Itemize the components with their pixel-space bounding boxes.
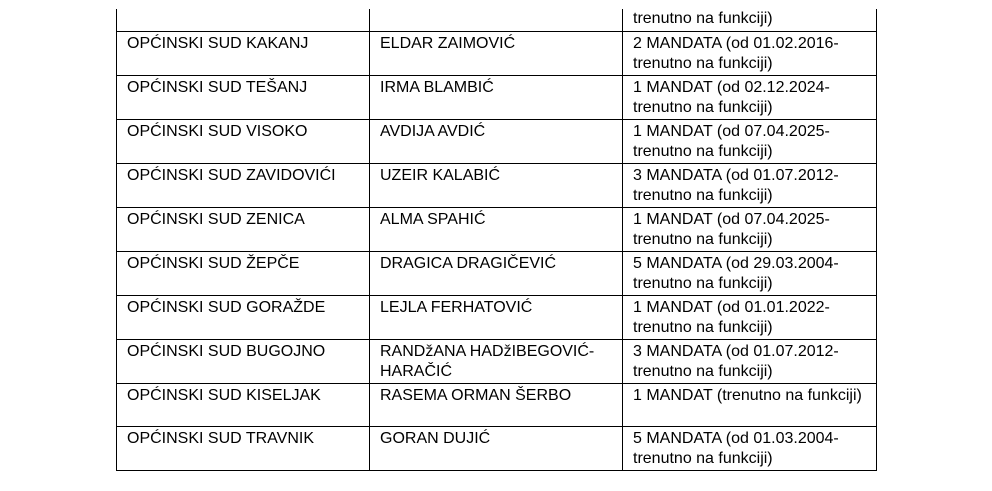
- court-cell: [117, 9, 370, 31]
- judge-cell: [370, 9, 623, 31]
- judge-cell: LEJLA FERHATOVIĆ: [370, 295, 623, 339]
- table-row: [117, 163, 877, 207]
- mandate-cell: 1 MANDAT (od 02.12.2024-trenutno na funkciji): [623, 75, 877, 119]
- mandate-cell: 1 MANDAT (od 07.04.2025-trenutno na funkciji): [623, 207, 877, 251]
- table-row: [117, 383, 877, 426]
- mandate-cell: 5 MANDATA (od 29.03.2004-trenutno na funkciji): [623, 251, 877, 295]
- table-row: [117, 251, 877, 295]
- table-row: [117, 426, 877, 470]
- judge-cell: ELDAR ZAIMOVIĆ: [370, 31, 623, 75]
- table-row-partial: [117, 9, 877, 31]
- table-row: [117, 207, 877, 251]
- court-cell: OPĆINSKI SUD VISOKO: [117, 119, 370, 163]
- table-row: [117, 295, 877, 339]
- mandate-cell: 3 MANDATA (od 01.07.2012-trenutno na funkciji): [623, 339, 877, 383]
- table-row: [117, 339, 877, 383]
- court-cell: OPĆINSKI SUD ŽEPČE: [117, 251, 370, 295]
- court-cell: OPĆINSKI SUD BUGOJNO: [117, 339, 370, 383]
- table-row: [117, 31, 877, 75]
- mandate-cell: 5 MANDATA (od 01.03.2004-trenutno na funkciji): [623, 426, 877, 470]
- judge-cell: DRAGICA DRAGIČEVIĆ: [370, 251, 623, 295]
- mandate-cell: 3 MANDATA (od 01.07.2012-trenutno na funkciji): [623, 163, 877, 207]
- court-cell: OPĆINSKI SUD ZAVIDOVIĆI: [117, 163, 370, 207]
- judge-cell: ALMA SPAHIĆ: [370, 207, 623, 251]
- judge-cell: IRMA BLAMBIĆ: [370, 75, 623, 119]
- judge-cell: GORAN DUJIĆ: [370, 426, 623, 470]
- court-cell: OPĆINSKI SUD KISELJAK: [117, 383, 370, 426]
- court-cell: OPĆINSKI SUD KAKANJ: [117, 31, 370, 75]
- table-row: [117, 75, 877, 119]
- court-cell: OPĆINSKI SUD TRAVNIK: [117, 426, 370, 470]
- court-cell: OPĆINSKI SUD ZENICA: [117, 207, 370, 251]
- judge-cell: RANDžANA HADžIBEGOVIĆ-HARAČIĆ: [370, 339, 623, 383]
- judge-cell: UZEIR KALABIĆ: [370, 163, 623, 207]
- court-cell: OPĆINSKI SUD GORAŽDE: [117, 295, 370, 339]
- table-row: [117, 119, 877, 163]
- mandate-cell: 1 MANDAT (od 07.04.2025-trenutno na funkciji): [623, 119, 877, 163]
- mandate-cell: 1 MANDAT (od 01.01.2022-trenutno na funkciji): [623, 295, 877, 339]
- mandate-cell: trenutno na funkciji): [623, 9, 877, 31]
- mandate-cell: 2 MANDATA (od 01.02.2016-trenutno na funkciji): [623, 31, 877, 75]
- judge-cell: RASEMA ORMAN ŠERBO: [370, 383, 623, 426]
- mandate-cell: 1 MANDAT (trenutno na funkciji): [623, 383, 877, 426]
- courts-table-body: [117, 9, 877, 470]
- court-cell: OPĆINSKI SUD TEŠANJ: [117, 75, 370, 119]
- judge-cell: AVDIJA AVDIĆ: [370, 119, 623, 163]
- courts-table: [116, 9, 877, 471]
